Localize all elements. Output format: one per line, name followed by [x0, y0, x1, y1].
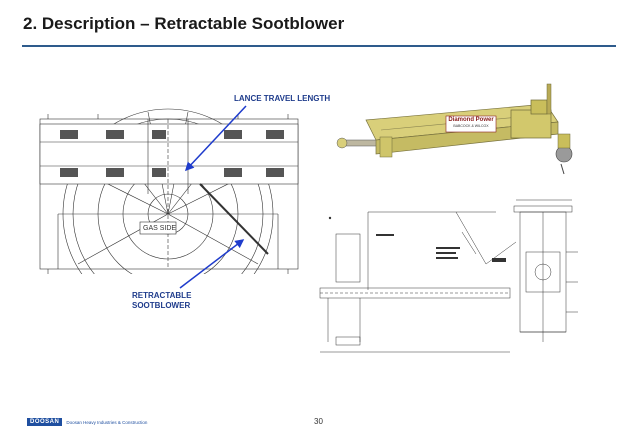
sootblower-engineering-drawing — [316, 192, 586, 360]
lance-travel-arrow — [186, 106, 246, 170]
logo-company-text: Doosan Heavy Industries & Construction — [66, 419, 148, 425]
gas-side-label: GAS SIDE — [143, 225, 177, 232]
diamond-power-brand — [446, 117, 496, 129]
retractable-sootblower-label — [132, 291, 191, 311]
logo-mark: DOOSAN — [27, 418, 62, 426]
page-number: 30 — [314, 417, 323, 426]
brand-line-2: BABCOCK & WILCOX — [453, 124, 489, 128]
brand-line-1: Diamond Power — [448, 117, 494, 123]
sootblower-line: SOOTBLOWER — [132, 301, 191, 310]
sootblower-product-image — [336, 82, 588, 177]
retractable-line: RETRACTABLE — [132, 291, 192, 300]
slide-title: 2. Description – Retractable Sootblower — [23, 14, 345, 33]
sootblower-arrow — [180, 240, 243, 288]
doosan-logo — [27, 414, 147, 430]
lance-travel-label: LANCE TRAVEL LENGTH — [234, 94, 331, 103]
